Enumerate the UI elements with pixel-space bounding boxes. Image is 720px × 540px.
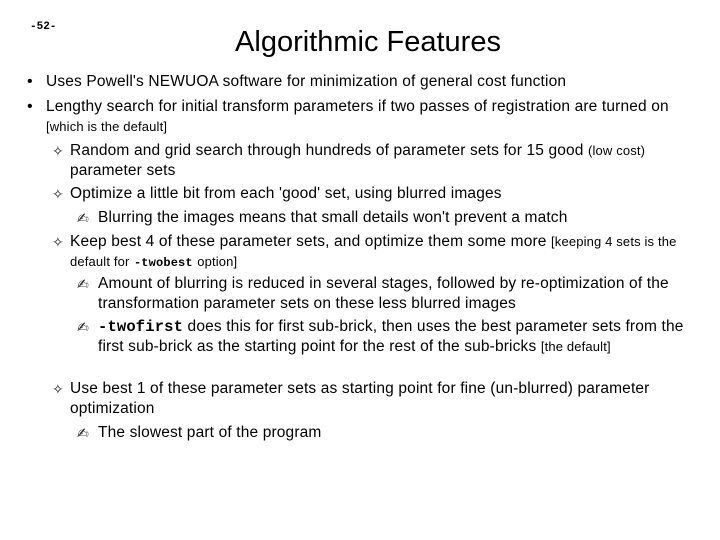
sub-bullet-marker: ✧ xyxy=(52,381,64,397)
detail-item xyxy=(98,208,698,228)
sub-bullet-item xyxy=(70,184,700,204)
sub-bullet-note: (low cost) xyxy=(588,143,646,158)
bullet-marker: • xyxy=(27,73,33,90)
sub-bullet-marker: ✧ xyxy=(52,143,64,159)
sub-bullet-note-end: option] xyxy=(197,254,238,269)
detail-marker: ✍ xyxy=(77,425,89,441)
sub-bullet-text: Random and grid search through hundreds of parameter sets for 15 good xyxy=(70,142,584,159)
slide-title: Algorithmic Features xyxy=(235,26,501,58)
sub-bullet-text-cont: parameter sets xyxy=(70,162,176,179)
bullet-marker: • xyxy=(27,98,33,115)
detail-marker: ✍ xyxy=(77,319,89,335)
sub-bullet-marker: ✧ xyxy=(52,186,64,202)
sub-bullet-text: Keep best 4 of these parameter sets, and optimize them some more xyxy=(70,233,547,250)
detail-item xyxy=(98,423,698,443)
detail-text: The slowest part of the program xyxy=(98,424,322,441)
sub-bullet-item xyxy=(70,141,700,181)
detail-item xyxy=(98,317,698,357)
bullet-note: [which is the default] xyxy=(46,119,168,134)
detail-text: Amount of blurring is reduced in several stages, followed by re-optimization of the transformation parameter sets on these less blurred images xyxy=(98,275,669,312)
bullet-text: Lengthy search for initial transform parameters if two passes of registration are turned on xyxy=(46,98,669,115)
sub-bullet-item xyxy=(70,232,700,273)
bullet-item xyxy=(46,97,698,137)
sub-bullet-note: [keeping 4 sets is the default for xyxy=(70,234,677,269)
bullet-text: Uses Powell's NEWUOA software for minimization of general cost function xyxy=(46,73,567,90)
sub-bullet-text: Use best 1 of these parameter sets as starting point for fine (un-blurred) parameter optimization xyxy=(70,380,650,417)
option-code: -twobest xyxy=(133,256,193,270)
detail-note: [the default] xyxy=(540,339,611,354)
detail-marker: ✍ xyxy=(77,210,89,226)
option-code: -twofirst xyxy=(98,318,184,336)
detail-text: Blurring the images means that small details won't prevent a match xyxy=(98,209,568,226)
sub-bullet-text: Optimize a little bit from each 'good' set, using blurred images xyxy=(70,185,502,202)
sub-bullet-marker: ✧ xyxy=(52,234,64,250)
sub-bullet-item xyxy=(70,379,700,419)
bullet-item xyxy=(46,72,696,92)
detail-text: does this for first sub-brick, then uses the best parameter sets from the first sub-brick as the starting point for the rest of the sub-bricks xyxy=(98,318,684,355)
detail-item xyxy=(98,274,698,314)
page-number: -52- xyxy=(30,21,57,33)
detail-marker: ✍ xyxy=(77,276,89,292)
